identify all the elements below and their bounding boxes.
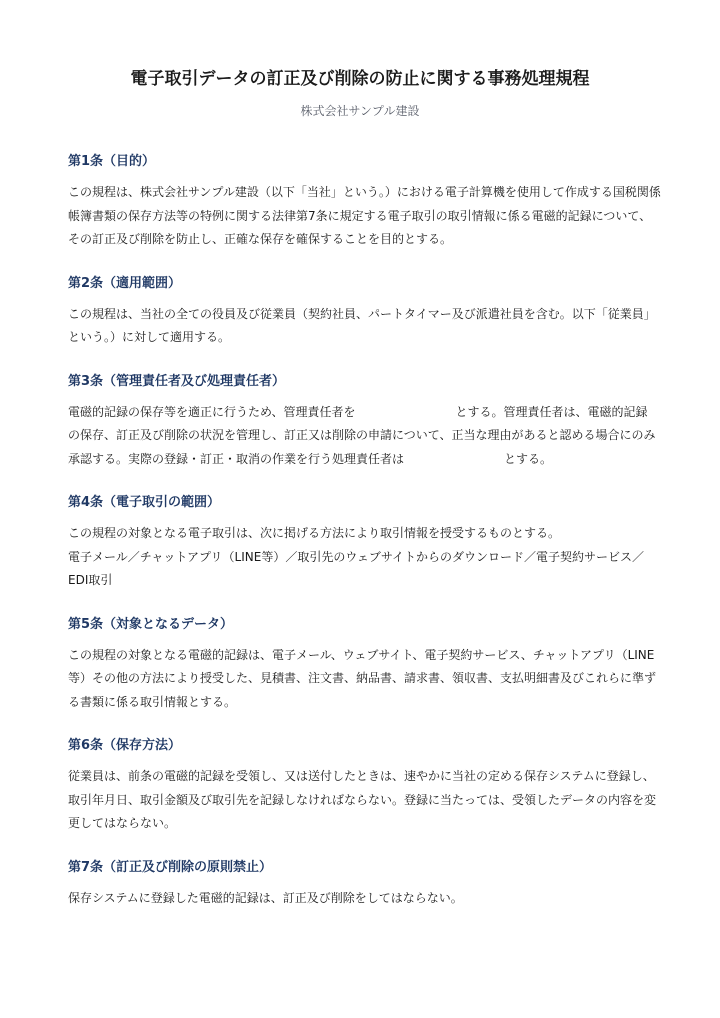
article-line: 従業員は、前条の電磁的記録を受領し、又は送付したときは、速やかに当社の定める保存システムに登録し、	[68, 769, 655, 783]
article-line: 等）その他の方法により授受した、見積書、注文書、納品書、請求書、領収書、支払明細書及びこれらに準ず	[68, 671, 657, 685]
article-line	[68, 401, 652, 425]
article-6	[68, 736, 657, 836]
article-heading: 第4条（電子取引の範囲）	[68, 495, 221, 510]
article-text: とする。管理責任者は、電磁的記録	[455, 404, 648, 419]
article-text: とする。	[504, 451, 553, 466]
article-body	[68, 644, 657, 715]
article-heading: 第2条（適用範囲）	[68, 275, 182, 291]
article-line: この規程の対象となる電子取引は、次に掲げる方法により取引情報を授受するものとする。	[68, 526, 561, 540]
article-heading: 第7条（訂正及び削除の原則禁止）	[68, 859, 273, 875]
article-line: この規程は、当社の全ての役員及び従業員（契約社員、パートタイマー及び派遣社員を含む。以下「従業員」	[68, 306, 656, 321]
article-body	[68, 181, 661, 252]
article-2	[68, 274, 656, 350]
article-body	[68, 401, 656, 472]
article-line: その訂正及び削除を防止し、正確な保存を確保することを目的とする。	[68, 232, 453, 246]
article-text: 承認する。実際の登録・訂正・取消の作業を行う処理責任者は	[68, 451, 405, 466]
article-line: 電子メール／チャットアプリ（LINE等）／取引先のウェブサイトからのダウンロード／電子契約サービス／	[68, 549, 645, 564]
article-line	[68, 448, 652, 472]
article-line: この規程の対象となる電磁的記録は、電子メール、ウェブサイト、電子契約サービス、チャットアプリ（LINE	[68, 647, 655, 662]
article-line: の保存、訂正及び削除の状況を管理し、訂正又は削除の申請について、正当な理由があると認める場合にのみ	[68, 428, 656, 442]
organization-name: 株式会社サンプル建設	[300, 104, 420, 118]
article-5	[68, 615, 657, 715]
article-body	[68, 522, 652, 593]
article-heading: 第3条（管理責任者及び処理責任者）	[68, 373, 286, 389]
article-line: 取引年月日、取引金額及び取引先を記録しなければならない。登録に当たっては、受領したデータの内容を変	[68, 792, 657, 807]
article-line: という。）に対して適用する。	[68, 330, 231, 344]
article-line: EDI取引	[68, 573, 113, 587]
article-heading: 第5条（対象となるデータ）	[68, 616, 234, 632]
article-heading: 第1条（目的）	[68, 154, 156, 169]
article-line: る書類に係る取引情報とする。	[68, 694, 237, 709]
document-title: 電子取引データの訂正及び削除の防止に関する事務処理規程	[130, 69, 590, 89]
article-1	[68, 152, 661, 252]
article-line: 保存システムに登録した電磁的記録は、訂正及び削除をしてはならない。	[68, 890, 463, 905]
article-text: 電磁的記録の保存等を適正に行うため、管理責任者を	[68, 404, 356, 419]
article-heading: 第6条（保存方法）	[68, 738, 182, 753]
articles-list	[68, 152, 661, 910]
article-line: 更してはならない。	[68, 816, 177, 830]
article-body	[68, 887, 652, 911]
article-body	[68, 303, 656, 350]
article-line: 帳簿書類の保存方法等の特例に関する法律第7条に規定する電子取引の取引情報に係る電磁的記録について、	[68, 208, 652, 223]
article-line: この規程は、株式会社サンプル建設（以下「当社」という。）における電子計算機を使用して作成する国税関係	[68, 185, 661, 199]
article-3	[68, 372, 656, 472]
article-4	[68, 493, 652, 593]
article-7	[68, 858, 652, 911]
article-body	[68, 765, 657, 836]
